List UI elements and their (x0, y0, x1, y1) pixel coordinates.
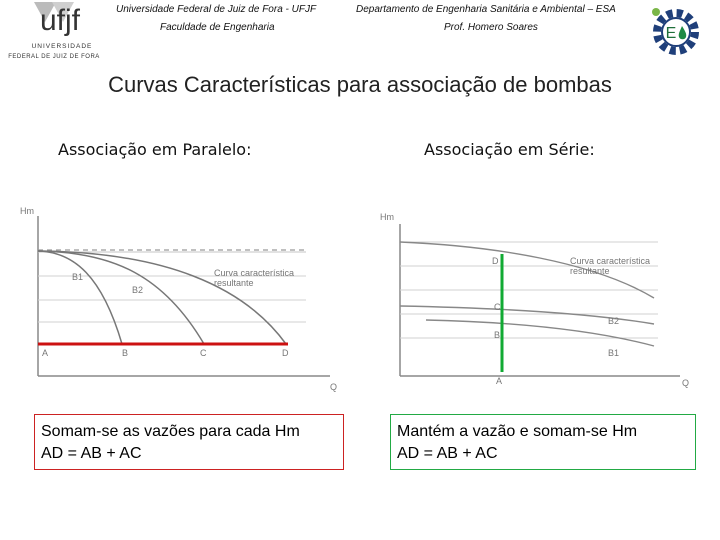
point-a: A (42, 348, 49, 358)
esa-logo (646, 4, 706, 60)
curve-resultant (38, 251, 286, 344)
professor-name: Prof. Homero Soares (444, 22, 538, 33)
logo-mark: ufjf (39, 4, 81, 37)
logo-letter: E (665, 25, 677, 42)
series-summary-line2: AD = AB + AC (397, 445, 498, 462)
curve-b1 (426, 320, 654, 346)
label-b1: B1 (72, 272, 84, 282)
label-resultant-2: resultante (570, 266, 610, 276)
point-d: D (492, 256, 499, 266)
point-c: C (200, 348, 207, 358)
point-b: B (494, 330, 501, 340)
label-b2: B2 (608, 316, 620, 326)
logo-line1: UNIVERSIDADE (31, 43, 93, 50)
parallel-graph (14, 196, 354, 396)
department-name: Departamento de Engenharia Sanitária e Ambiental – ESA (356, 4, 616, 15)
point-c: C (494, 302, 501, 312)
x-axis-label: Q (330, 382, 338, 392)
x-axis-label: Q (682, 378, 690, 388)
faculty-name: Faculdade de Engenharia (160, 22, 275, 33)
slide-title: Curvas Características para associação de bombas (108, 72, 612, 97)
label-resultant-1: Curva característica (570, 256, 651, 266)
point-b: B (122, 348, 129, 358)
series-summary-box (390, 414, 696, 470)
series-heading: Associação em Série: (424, 140, 595, 159)
curve-b2 (38, 251, 204, 344)
curve-b1 (38, 251, 122, 344)
label-b1: B1 (608, 348, 620, 358)
parallel-summary-line1: Somam-se as vazões para cada Hm (41, 423, 300, 440)
ufjf-logo (4, 0, 104, 66)
label-resultant-1: Curva característica (214, 268, 295, 278)
parallel-summary-line2: AD = AB + AC (41, 445, 142, 462)
series-graph (374, 202, 704, 392)
university-name: Universidade Federal de Juiz de Fora - UFJF (116, 4, 317, 15)
point-a: A (496, 376, 503, 386)
label-resultant-2: resultante (214, 278, 254, 288)
logo-line2: FEDERAL DE JUIZ DE FORA (8, 54, 100, 60)
label-b2: B2 (132, 285, 144, 295)
leaf-icon (652, 8, 660, 16)
parallel-heading: Associação em Paralelo: (58, 140, 252, 159)
parallel-summary-box (34, 414, 344, 470)
y-axis-label: Hm (20, 206, 34, 216)
point-d: D (282, 348, 289, 358)
y-axis-label: Hm (380, 212, 394, 222)
series-summary-line1: Mantém a vazão e somam-se Hm (397, 423, 638, 440)
